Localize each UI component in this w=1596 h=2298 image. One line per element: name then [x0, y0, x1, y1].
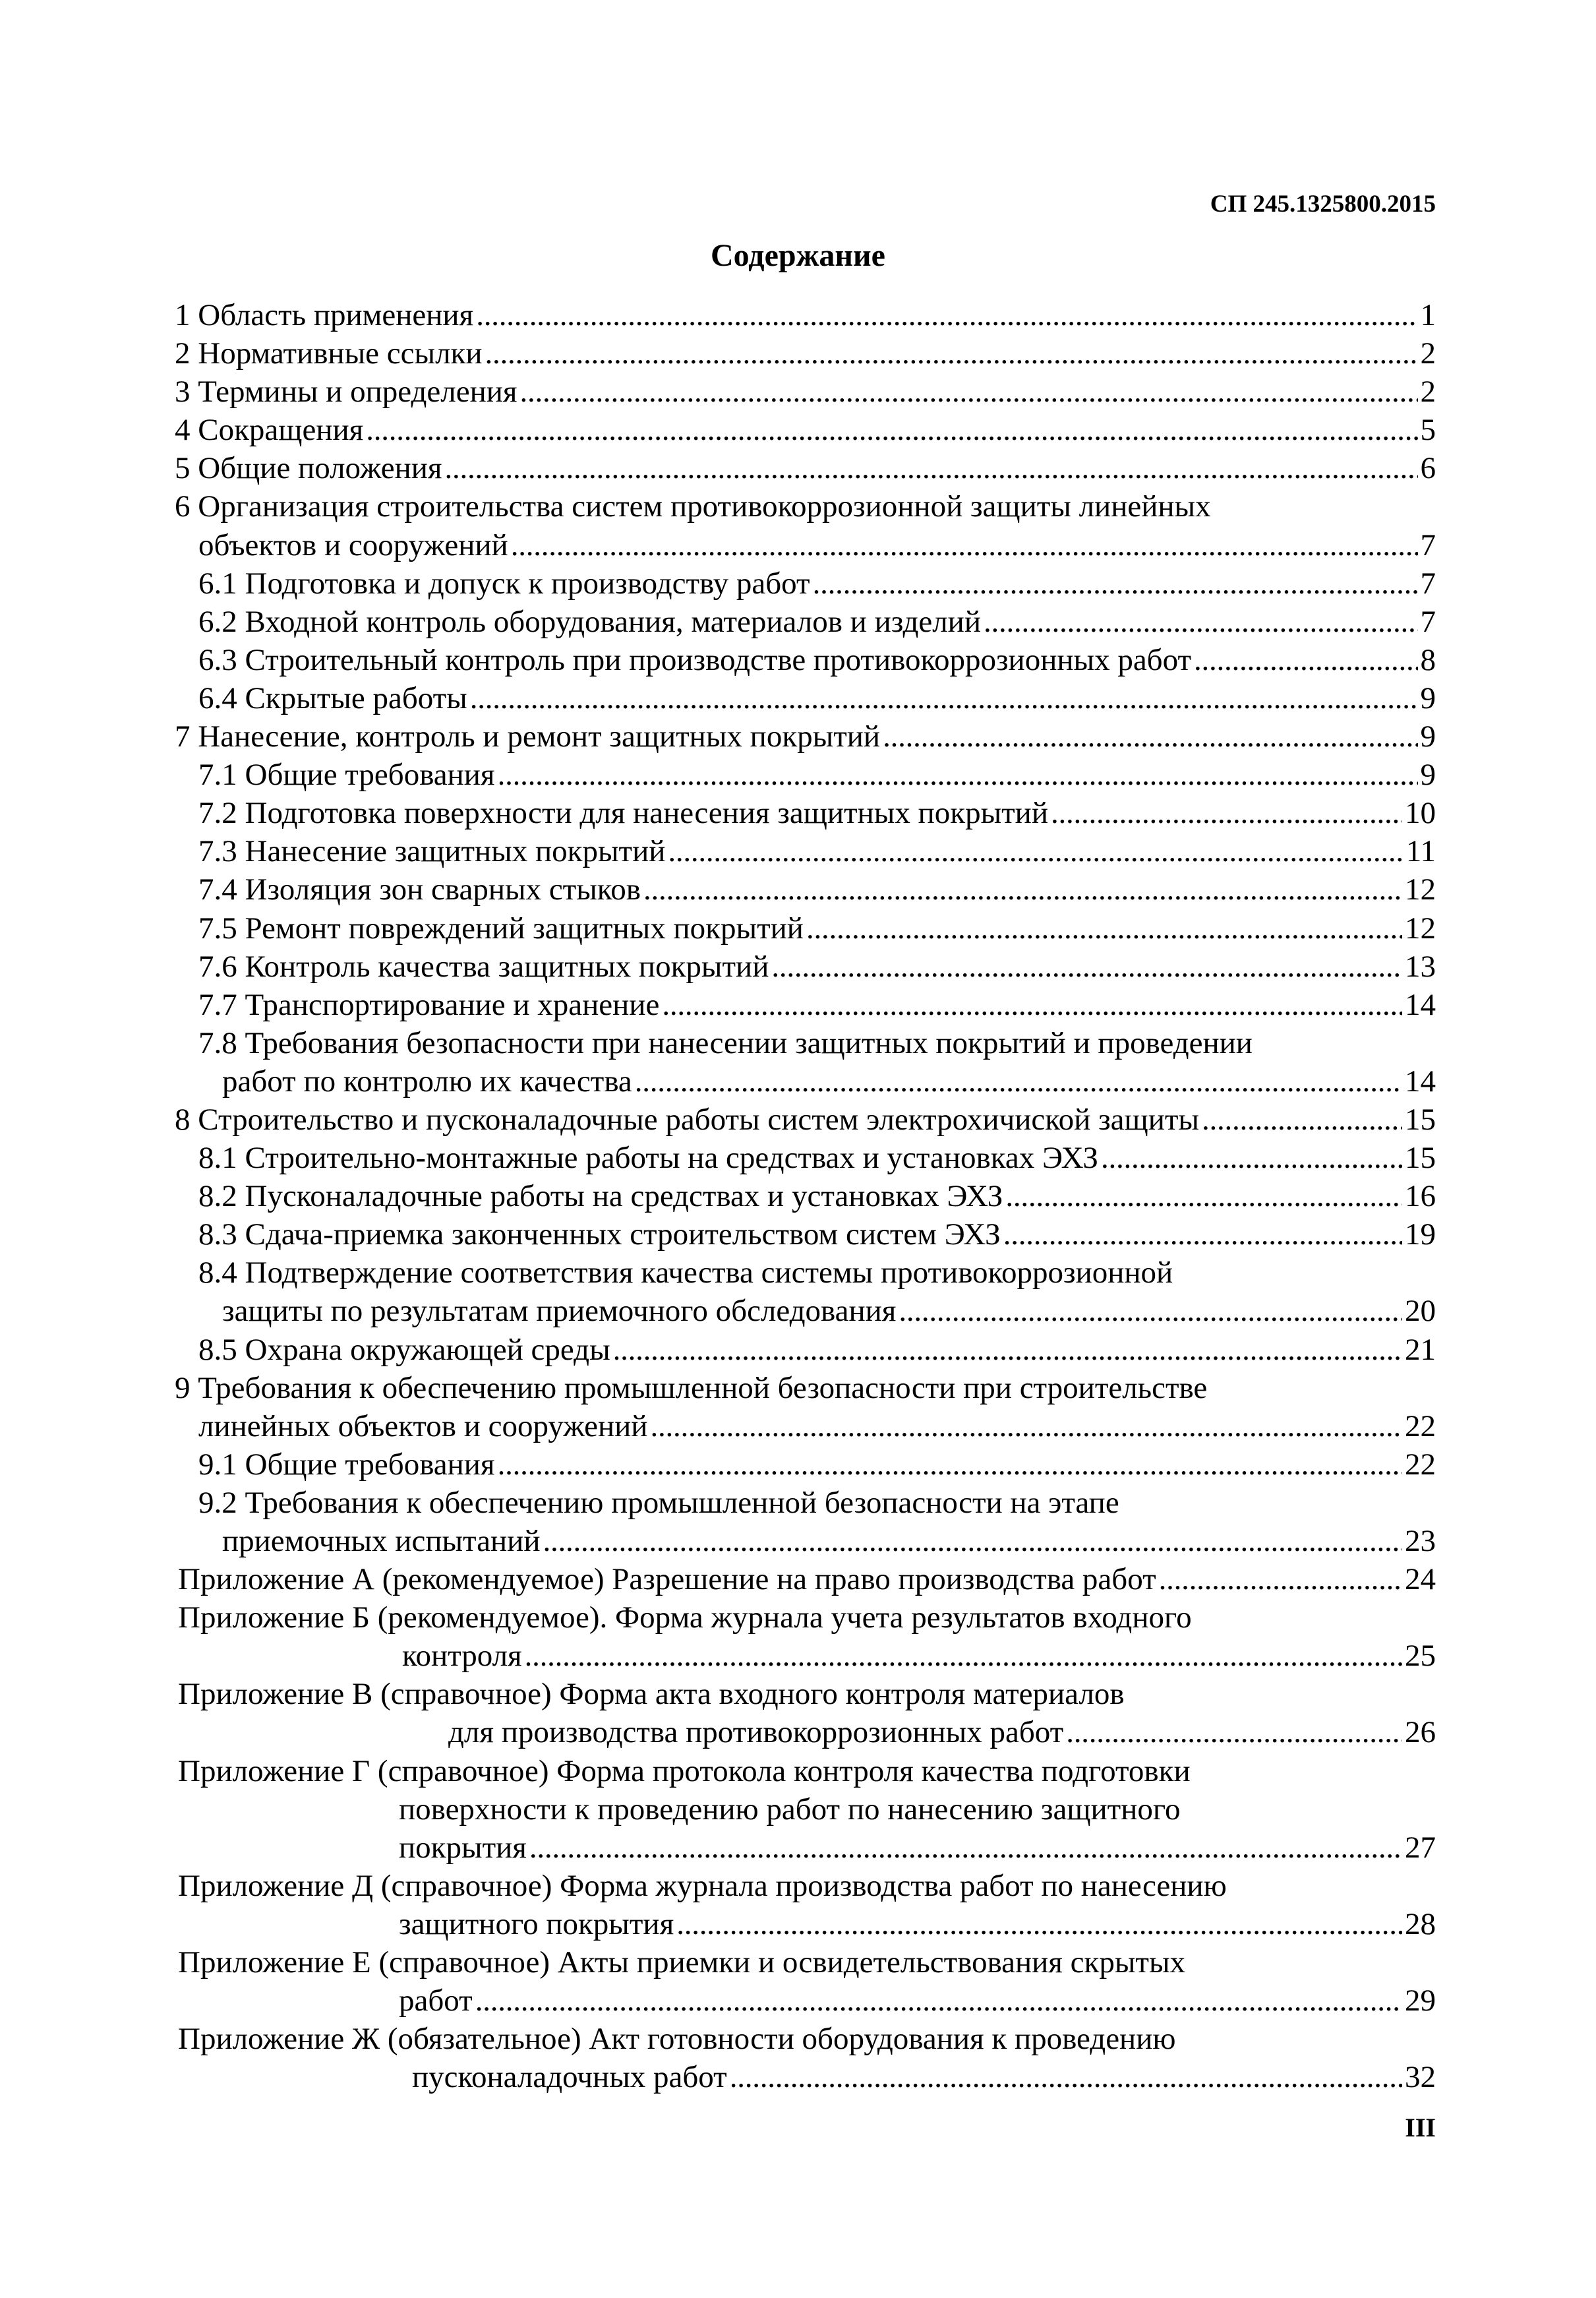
toc-entry-page: 9: [1420, 719, 1436, 754]
toc-entry-page: 7: [1420, 528, 1436, 562]
dot-leader: [366, 411, 1417, 449]
dot-leader: [899, 1292, 1402, 1330]
toc-entry-page: 20: [1405, 1294, 1436, 1329]
toc-entry[interactable]: [175, 1254, 1436, 1330]
toc-entry[interactable]: [175, 756, 1436, 794]
dot-leader: [650, 1407, 1402, 1445]
toc-entry-page: 25: [1405, 1639, 1436, 1674]
page-number: III: [1405, 2113, 1436, 2142]
dot-leader: [475, 1981, 1402, 2020]
toc-entry-title: Приложение А (рекомендуемое) Разрешение на право производства работ: [178, 1562, 1156, 1597]
toc-entry[interactable]: [175, 1024, 1436, 1101]
toc-entry-title: 7.8 Требования безопасности при нанесении защитных покрытий и проведении: [198, 1025, 1253, 1060]
toc-entry-page: 19: [1405, 1217, 1436, 1252]
dot-leader: [498, 1445, 1402, 1484]
dot-leader: [984, 603, 1418, 641]
dot-leader: [511, 526, 1418, 564]
toc-entry-appendix[interactable]: [175, 1752, 1436, 1867]
dot-leader: [470, 679, 1418, 717]
toc-entry[interactable]: [175, 1215, 1436, 1254]
table-of-contents: [175, 296, 1436, 2096]
toc-entry-title-continued: поверхности к проведению работ по нанесению защитного: [399, 1792, 1181, 1827]
toc-entry-title-continued: защиты по результатам приемочного обследования: [222, 1294, 897, 1329]
toc-entry[interactable]: [175, 334, 1436, 373]
toc-entry-page: 5: [1420, 413, 1436, 448]
dot-leader: [1066, 1713, 1402, 1751]
toc-entry-title: Приложение Б (рекомендуемое). Форма журнала учета результатов входного: [178, 1600, 1192, 1635]
toc-entry[interactable]: [175, 603, 1436, 641]
toc-entry-title-continued: объектов и сооружений: [198, 528, 508, 562]
toc-entry-appendix[interactable]: [175, 1560, 1436, 1598]
toc-entry[interactable]: [175, 1139, 1436, 1177]
toc-entry-page: 11: [1405, 834, 1436, 869]
dot-leader: [1159, 1560, 1402, 1598]
toc-entry-title: 7.2 Подготовка поверхности для нанесения защитных покрытий: [198, 796, 1048, 831]
toc-entry-appendix[interactable]: [175, 1867, 1436, 1943]
toc-entry[interactable]: [175, 679, 1436, 717]
toc-entry-page: 9: [1420, 758, 1436, 793]
toc-entry-page: 14: [1405, 1064, 1436, 1099]
toc-entry-title: 7.3 Нанесение защитных покрытий: [198, 834, 666, 869]
toc-entry-title: 6.4 Скрытые работы: [198, 680, 467, 715]
toc-entry-page: 32: [1405, 2060, 1436, 2095]
toc-entry-title: Приложение Ж (обязательное) Акт готовности оборудования к проведению: [178, 2022, 1176, 2057]
toc-entry-title-continued: работ по контролю их качества: [222, 1064, 632, 1099]
toc-entry-page: 13: [1405, 949, 1436, 984]
toc-entry-title-continued: линейных объектов и сооружений: [198, 1408, 648, 1443]
dot-leader: [662, 986, 1402, 1024]
toc-entry-page: 9: [1420, 680, 1436, 715]
toc-entry-title: 7.1 Общие требования: [198, 758, 495, 793]
toc-entry-page: 14: [1405, 987, 1436, 1022]
page-title: Содержание: [711, 238, 885, 273]
toc-entry-page: 27: [1405, 1830, 1436, 1865]
toc-entry-page: 2: [1420, 336, 1436, 371]
toc-entry[interactable]: [175, 1484, 1436, 1560]
toc-entry-title: 7.7 Транспортирование и хранение: [198, 987, 660, 1022]
toc-entry[interactable]: [175, 948, 1436, 986]
toc-entry-appendix[interactable]: [175, 1598, 1436, 1675]
toc-entry-page: 22: [1405, 1408, 1436, 1443]
toc-entry-title-continued: защитного покрытия: [399, 1906, 674, 1941]
toc-entry-page: 6: [1420, 451, 1436, 486]
toc-entry-title-continued: для производства противокоррозионных работ: [448, 1715, 1064, 1750]
toc-entry-title: 8.3 Сдача-приемка законченных строительством систем ЭХЗ: [198, 1217, 1001, 1252]
dot-leader: [676, 1905, 1402, 1943]
dot-leader: [1202, 1101, 1402, 1139]
toc-entry-title: Приложение В (справочное) Форма акта входного контроля материалов: [178, 1677, 1125, 1712]
toc-entry-title: Приложение Д (справочное) Форма журнала производства работ по нанесению: [178, 1868, 1227, 1903]
dot-leader: [520, 373, 1418, 411]
toc-entry-page: 15: [1405, 1102, 1436, 1137]
toc-entry-appendix[interactable]: [175, 2020, 1436, 2096]
toc-entry-title: 9 Требования к обеспечению промышленной безопасности при строительстве: [175, 1370, 1208, 1405]
dot-leader: [498, 756, 1418, 794]
toc-entry[interactable]: [175, 1331, 1436, 1369]
toc-entry[interactable]: [175, 564, 1436, 603]
toc-entry[interactable]: [175, 1445, 1436, 1484]
toc-entry-page: 23: [1405, 1524, 1436, 1558]
toc-entry[interactable]: [175, 832, 1436, 870]
toc-entry[interactable]: [175, 794, 1436, 832]
toc-entry-title-continued: пусконаладочных работ: [412, 2060, 727, 2095]
toc-entry-page: 16: [1405, 1179, 1436, 1214]
toc-entry-page: 7: [1420, 566, 1436, 601]
dot-leader: [730, 2058, 1402, 2096]
dot-leader: [1003, 1215, 1402, 1254]
toc-entry-title: 6.1 Подготовка и допуск к производству работ: [198, 566, 810, 601]
toc-entry-page: 28: [1405, 1906, 1436, 1941]
toc-entry-appendix[interactable]: [175, 1943, 1436, 2020]
toc-entry-page: 29: [1405, 1983, 1436, 2018]
dot-leader: [525, 1637, 1402, 1675]
dot-leader: [883, 717, 1417, 756]
dot-leader: [1051, 794, 1402, 832]
dot-leader: [1005, 1177, 1402, 1215]
toc-entry-title: 7 Нанесение, контроль и ремонт защитных покрытий: [175, 719, 881, 754]
dot-leader: [668, 832, 1403, 870]
toc-entry[interactable]: [175, 1369, 1436, 1445]
toc-entry[interactable]: [175, 373, 1436, 411]
dot-leader: [1101, 1139, 1402, 1177]
dot-leader: [806, 909, 1402, 948]
dot-leader: [813, 564, 1418, 603]
toc-entry-title: 9.1 Общие требования: [198, 1447, 495, 1482]
toc-entry-title-continued: приемочных испытаний: [222, 1524, 541, 1558]
toc-entry[interactable]: [175, 641, 1436, 679]
document-code: СП 245.1325800.2015: [1210, 191, 1436, 218]
dot-leader: [635, 1062, 1402, 1101]
toc-entry-title: 2 Нормативные ссылки: [175, 336, 483, 371]
toc-entry-page: 26: [1405, 1715, 1436, 1750]
toc-entry[interactable]: [175, 296, 1436, 334]
toc-entry[interactable]: [175, 411, 1436, 449]
toc-entry-title: 8.4 Подтверждение соответствия качества системы противокоррозионной: [198, 1255, 1173, 1290]
toc-entry-page: 1: [1420, 298, 1436, 332]
toc-entry-title: 5 Общие положения: [175, 451, 442, 486]
toc-entry-title: 8 Строительство и пусконаладочные работы систем электрохичиской защиты: [175, 1102, 1199, 1137]
toc-entry[interactable]: [175, 986, 1436, 1024]
dot-leader: [445, 449, 1418, 487]
toc-entry-title: Приложение Е (справочное) Акты приемки и освидетельствования скрытых: [178, 1945, 1186, 1980]
toc-entry[interactable]: [175, 487, 1436, 564]
toc-entry-page: 8: [1420, 642, 1436, 677]
toc-entry-page: 10: [1405, 796, 1436, 831]
toc-entry-page: 15: [1405, 1141, 1436, 1176]
toc-entry-title: 6.3 Строительный контроль при производстве противокоррозионных работ: [198, 642, 1192, 677]
toc-entry-title: 1 Область применения: [175, 298, 474, 332]
toc-entry-title: 7.5 Ремонт повреждений защитных покрытий: [198, 911, 804, 946]
toc-entry-title: 6 Организация строительства систем противокоррозионной защиты линейных: [175, 489, 1211, 524]
toc-entry-page: 22: [1405, 1447, 1436, 1482]
toc-entry-title: 9.2 Требования к обеспечению промышленной безопасности на этапе: [198, 1485, 1119, 1520]
toc-entry-title: 4 Сокращения: [175, 413, 364, 448]
toc-entry-title-continued: контроля: [402, 1639, 522, 1674]
toc-entry-title: Приложение Г (справочное) Форма протокола контроля качества подготовки: [178, 1753, 1191, 1788]
toc-entry[interactable]: [175, 717, 1436, 756]
toc-entry-title-continued: покрытия: [399, 1830, 527, 1865]
dot-leader: [771, 948, 1402, 986]
dot-leader: [643, 870, 1402, 909]
toc-entry-page: 12: [1405, 911, 1436, 946]
toc-entry-title: 7.6 Контроль качества защитных покрытий: [198, 949, 769, 984]
dot-leader: [613, 1331, 1402, 1369]
toc-entry-title: 3 Термины и определения: [175, 375, 517, 409]
toc-entry-appendix[interactable]: [175, 1675, 1436, 1751]
dot-leader: [1194, 641, 1417, 679]
toc-entry-title: 7.4 Изоляция зон сварных стыков: [198, 872, 641, 907]
toc-entry-page: 24: [1405, 1562, 1436, 1597]
dot-leader: [543, 1522, 1402, 1560]
toc-entry-title: 8.1 Строительно-монтажные работы на средствах и установках ЭХЗ: [198, 1141, 1098, 1176]
toc-entry-title-continued: работ: [399, 1983, 473, 2018]
toc-entry-title: 8.2 Пусконаладочные работы на средствах и установках ЭХЗ: [198, 1179, 1003, 1214]
toc-entry-title: 6.2 Входной контроль оборудования, материалов и изделий: [198, 604, 981, 639]
toc-entry[interactable]: [175, 870, 1436, 909]
toc-entry[interactable]: [175, 1101, 1436, 1139]
dot-leader: [476, 296, 1417, 334]
toc-entry[interactable]: [175, 909, 1436, 948]
toc-entry-title: 8.5 Охрана окружающей среды: [198, 1332, 610, 1367]
toc-entry[interactable]: [175, 449, 1436, 487]
toc-entry-page: 7: [1420, 604, 1436, 639]
toc-entry-page: 2: [1420, 375, 1436, 409]
dot-leader: [485, 334, 1418, 373]
toc-entry-page: 21: [1405, 1332, 1436, 1367]
toc-entry-page: 12: [1405, 872, 1436, 907]
dot-leader: [529, 1829, 1402, 1867]
toc-entry[interactable]: [175, 1177, 1436, 1215]
